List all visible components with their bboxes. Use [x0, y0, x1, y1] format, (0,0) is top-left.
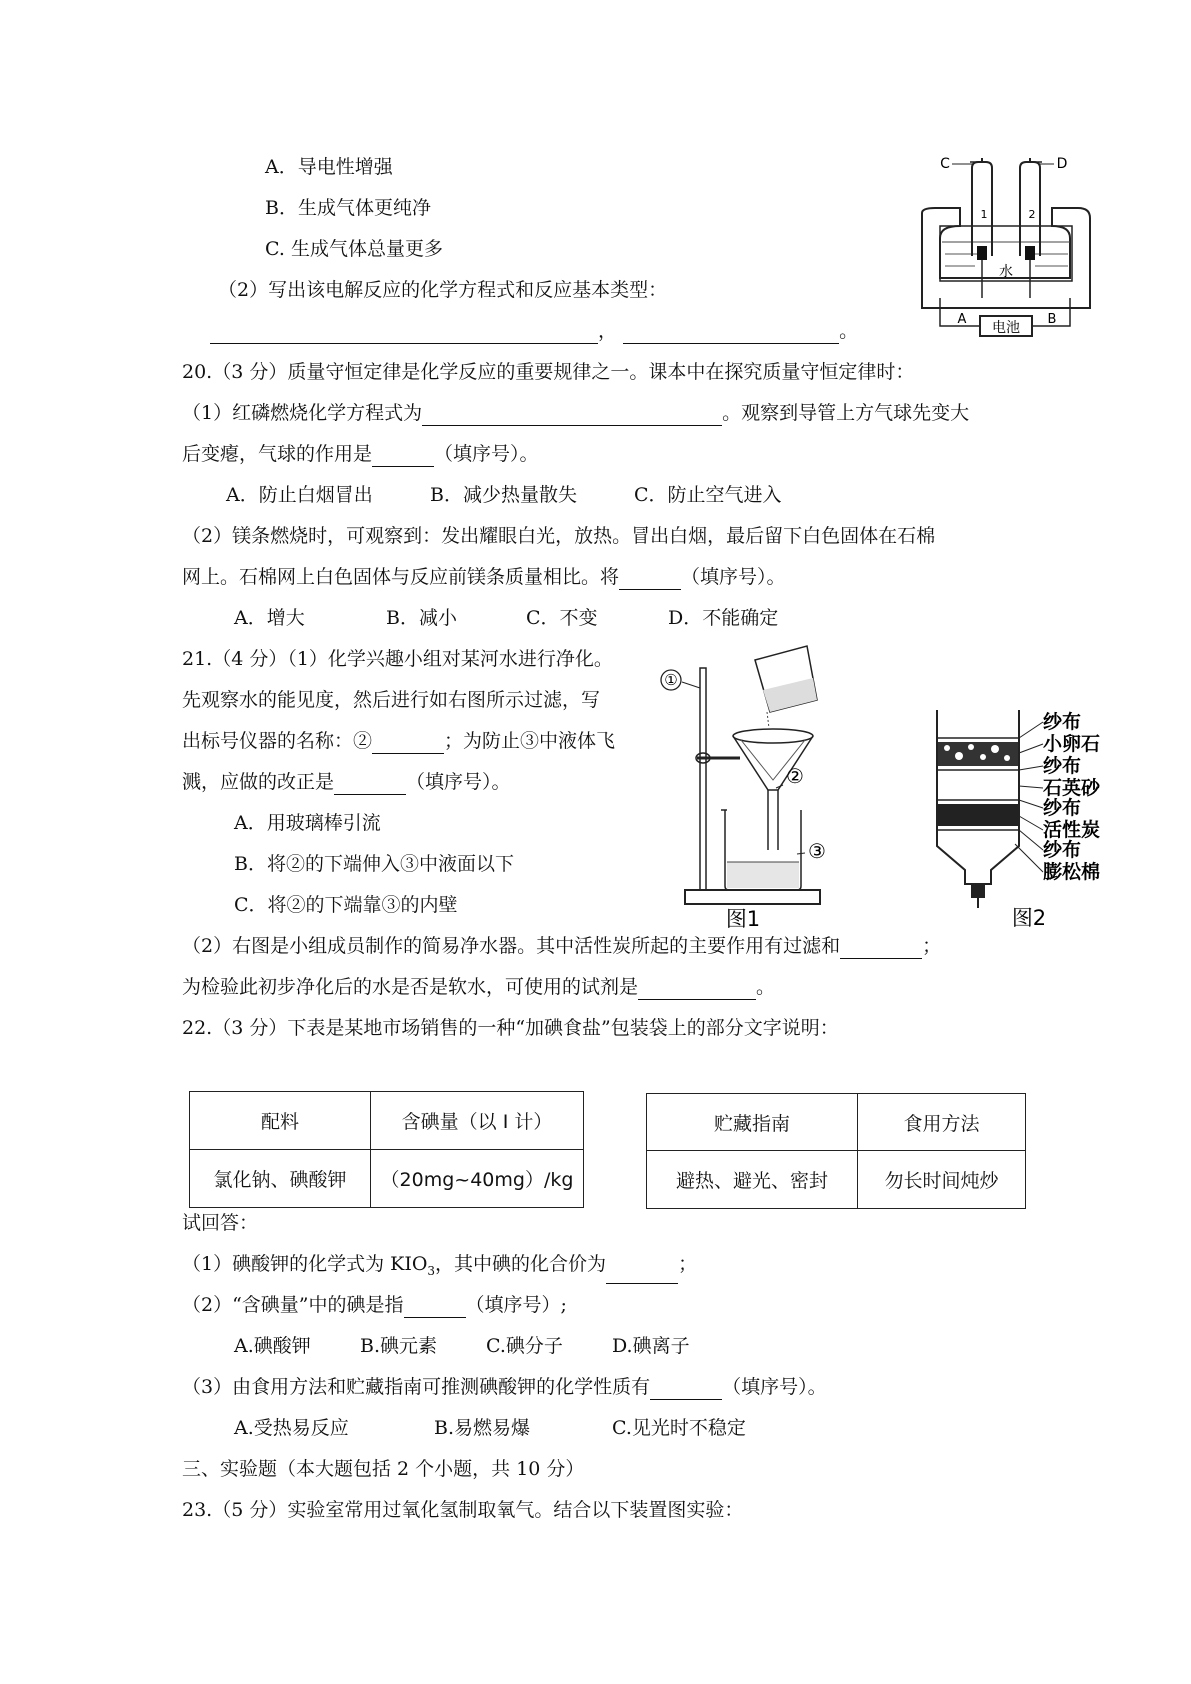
iodized-salt-table-1 [189, 1091, 584, 1208]
filtration-figure [655, 640, 830, 931]
marker-2: ② [786, 764, 804, 788]
water-purifier-figure [925, 708, 1115, 930]
q21-line3: 出标号仪器的名称：② ；为防止③中液体飞 [182, 730, 616, 752]
answer-blank[interactable] [623, 323, 839, 344]
q20-options-1: A．防止白烟冒出 B．减少热量散失 C．防止空气进入 [226, 484, 782, 506]
q22-try: 试回答： [182, 1212, 259, 1234]
answer-blank[interactable] [638, 979, 756, 1000]
q20-part2: （2）镁条燃烧时，可观察到：发出耀眼白光，放热。冒出白烟，最后留下白色固体在石棉 [182, 525, 936, 547]
battery-label: 电池 [992, 320, 1020, 336]
layer-label: 活性炭 [1043, 819, 1101, 841]
q22-options-2: A.碘酸钾 B.碘元素 C.碘分子 D.碘离子 [234, 1335, 690, 1357]
figure-1-caption: 图1 [725, 907, 761, 931]
q23-stem: 23.（5 分）实验室常用过氧化氢制取氧气。结合以下装置图实验： [182, 1499, 744, 1521]
label-b: B [1047, 312, 1057, 327]
answer-blank[interactable] [606, 1263, 678, 1284]
layer-label: 纱布 [1043, 755, 1082, 777]
table-header: 含碘量（以 I 计） [371, 1092, 584, 1150]
tube-label-1: 1 [980, 208, 988, 221]
answer-blank[interactable] [422, 405, 722, 426]
marker-1: ① [664, 671, 678, 689]
q21-line2: 先观察水的能见度，然后进行如右图所示过滤，写 [182, 689, 601, 711]
layer-label: 纱布 [1043, 839, 1082, 861]
layer-label: 石英砂 [1043, 777, 1101, 799]
answer-blank[interactable] [404, 1297, 466, 1318]
iodized-salt-table-2 [646, 1093, 1026, 1209]
figure-2-caption: 图2 [1011, 906, 1047, 930]
label-d: D [1056, 156, 1068, 172]
section-3-heading: 三、实验题（本大题包括 2 个小题，共 10 分） [182, 1458, 585, 1480]
answer-blank[interactable] [840, 938, 922, 959]
q20-part2-cont: 网上。石棉网上白色固体与反应前镁条质量相比。将 （填序号）。 [182, 566, 786, 588]
q19-option-b: B．生成气体更纯净 [265, 197, 431, 219]
answer-blank[interactable] [210, 323, 598, 344]
q21-line1: 21.（4 分）（1）化学兴趣小组对某河水进行净化。 [182, 648, 613, 670]
table-header: 贮藏指南 [647, 1094, 858, 1151]
q21-part2: （2）右图是小组成员制作的简易净水器。其中活性炭所起的主要作用有过滤和 ； [182, 935, 942, 957]
q21-line4: 溅，应做的改正是 （填序号）。 [182, 771, 511, 793]
tube-label-2: 2 [1028, 208, 1036, 221]
table-cell: 避热、避光、密封 [647, 1151, 858, 1209]
q20-part1: （1）红磷燃烧化学方程式为 。观察到导管上方气球先变大 [182, 402, 970, 424]
q22-q1: （1）碘酸钾的化学式为 $KIO_3$，其中碘的化合价为 ； [182, 1251, 697, 1284]
table-cell: （20mg~40mg）/kg [371, 1150, 584, 1208]
marker-3: ③ [808, 839, 826, 863]
answer-blank[interactable] [650, 1379, 722, 1400]
answer-blank[interactable] [372, 446, 434, 467]
answer-blank[interactable] [334, 774, 406, 795]
q20-part1-cont: 后变瘪，气球的作用是 （填序号）。 [182, 443, 539, 465]
label-c: C [940, 156, 950, 172]
q22-stem: 22.（3 分）下表是某地市场销售的一种“加碘食盐”包装袋上的部分文字说明： [182, 1017, 839, 1039]
table-cell: 氯化钠、碘酸钾 [190, 1150, 371, 1208]
q21-option-c: C．将②的下端靠③的内壁 [234, 894, 458, 916]
q20-stem: 20.（3 分）质量守恒定律是化学反应的重要规律之一。课本中在探究质量守恒定律时： [182, 361, 915, 383]
q19-answer-line: ， 。 [210, 318, 858, 344]
table-header: 配料 [190, 1092, 371, 1150]
answer-blank[interactable] [619, 569, 681, 590]
table-header: 食用方法 [858, 1094, 1026, 1151]
q21-part2-cont: 为检验此初步净化后的水是否是软水，可使用的试剂是 。 [182, 976, 776, 998]
layer-label: 小卵石 [1043, 733, 1101, 755]
layer-label: 膨松棉 [1043, 861, 1101, 883]
q19-part2: （2）写出该电解反应的化学方程式和反应基本类型： [218, 279, 668, 301]
q19-option-c: C. 生成气体总量更多 [265, 238, 443, 260]
q22-q2: （2）“含碘量”中的碘是指 （填序号）; [182, 1294, 567, 1316]
electrolysis-diagram [920, 158, 1095, 353]
q22-options-3: A.受热易反应 B.易燃易爆 C.见光时不稳定 [234, 1417, 746, 1439]
water-label: 水 [999, 264, 1013, 280]
layer-label: 纱布 [1043, 797, 1082, 819]
q19-option-a: A．导电性增强 [265, 156, 393, 178]
q21-option-a: A．用玻璃棒引流 [234, 812, 381, 834]
table-cell: 勿长时间炖炒 [858, 1151, 1026, 1209]
label-a: A [957, 312, 967, 327]
q22-q3: （3）由食用方法和贮藏指南可推测碘酸钾的化学性质有 （填序号）。 [182, 1376, 827, 1398]
layer-label: 纱布 [1043, 711, 1082, 733]
q20-options-2: A．增大 B．减小 C．不变 D．不能确定 [234, 607, 779, 629]
q21-option-b: B．将②的下端伸入③中液面以下 [234, 853, 514, 875]
answer-blank[interactable] [372, 733, 444, 754]
